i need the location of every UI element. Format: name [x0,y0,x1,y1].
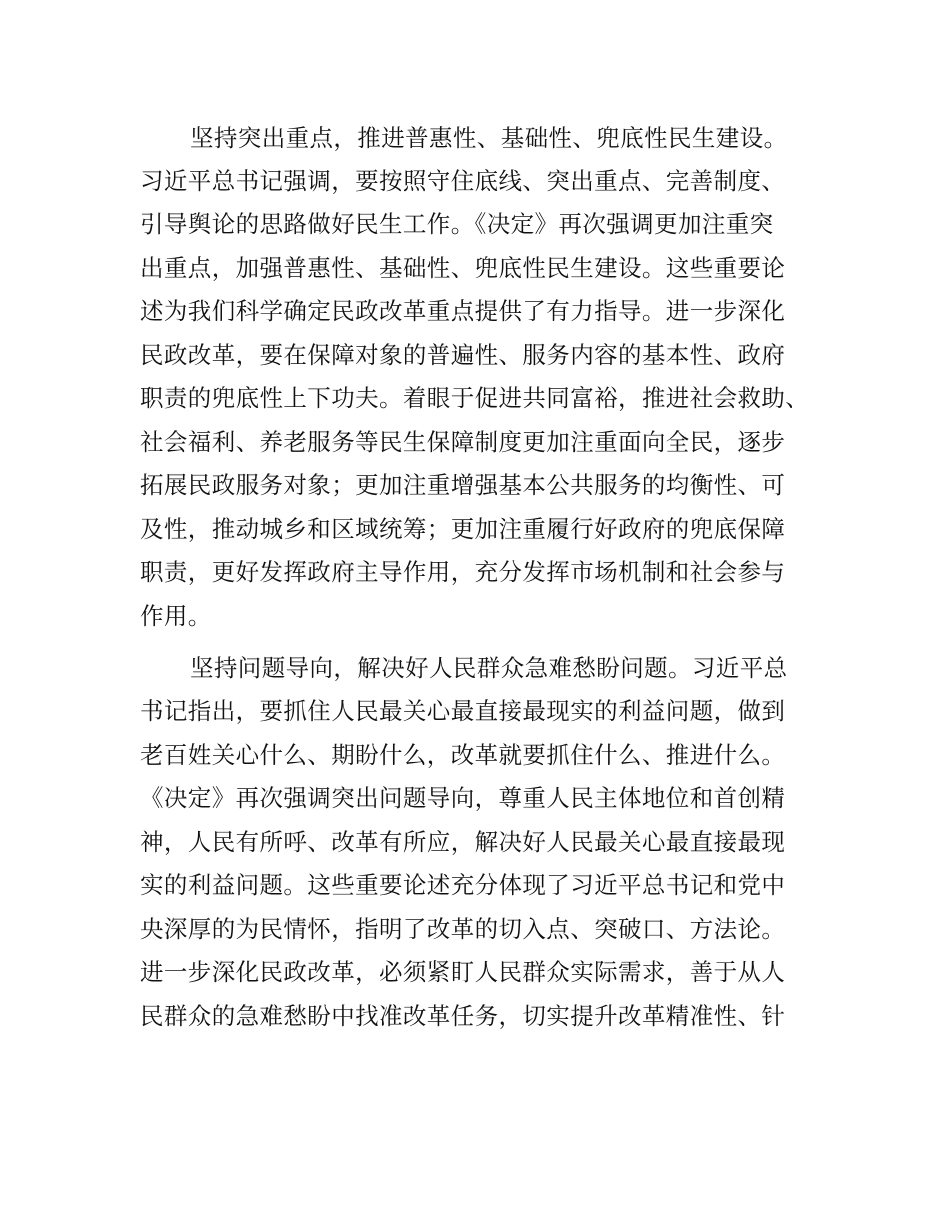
paragraph-line: 坚持突出重点，推进普惠性、基础性、兜底性民生建设。 [190,124,788,152]
paragraph-line: 拓展民政服务对象；更加注重增强基本公共服务的均衡性、可 [140,471,786,499]
paragraph-line: 民政改革，要在保障对象的普遍性、服务内容的基本性、政府 [140,341,786,369]
paragraph-line: 引导舆论的思路做好民生工作。《决定》再次强调更加注重突 [140,210,774,238]
paragraph-line: 述为我们科学确定民政改革重点提供了有力指导。进一步深化 [140,297,786,325]
paragraph-line: 习近平总书记强调，要按照守住底线、突出重点、完善制度、 [140,167,786,195]
paragraph-line: 职责的兜底性上下功夫。着眼于促进共同富裕，推进社会救助、 [140,384,810,412]
paragraph-line: 作用。 [140,602,212,630]
paragraph-line: 出重点，加强普惠性、基础性、兜底性民生建设。这些重要论 [140,254,786,282]
paragraph-line: 老百姓关心什么、期盼什么，改革就要抓住什么、推进什么。 [140,741,786,769]
paragraph-line: 实的利益问题。这些重要论述充分体现了习近平总书记和党中 [140,871,786,899]
paragraph-line: 《决定》再次强调突出问题导向，尊重人民主体地位和首创精 [140,784,786,812]
paragraph-line: 书记指出，要抓住人民最关心最直接最现实的利益问题，做到 [140,697,786,725]
paragraph-line: 神，人民有所呼、改革有所应，解决好人民最关心最直接最现 [140,828,786,856]
paragraph-line: 职责，更好发挥政府主导作用，充分发挥市场机制和社会参与 [140,558,786,586]
paragraph-line: 央深厚的为民情怀，指明了改革的切入点、突破口、方法论。 [140,915,786,943]
paragraph-line: 坚持问题导向，解决好人民群众急难愁盼问题。习近平总 [190,654,788,682]
paragraph-line: 及性，推动城乡和区域统筹；更加注重履行好政府的兜底保障 [140,515,786,543]
paragraph-line: 社会福利、养老服务等民生保障制度更加注重面向全民，逐步 [140,428,786,456]
paragraph-line: 民群众的急难愁盼中找准改革任务，切实提升改革精准性、针 [140,1002,786,1030]
paragraph-line: 进一步深化民政改革，必须紧盯人民群众实际需求，善于从人 [140,958,786,986]
